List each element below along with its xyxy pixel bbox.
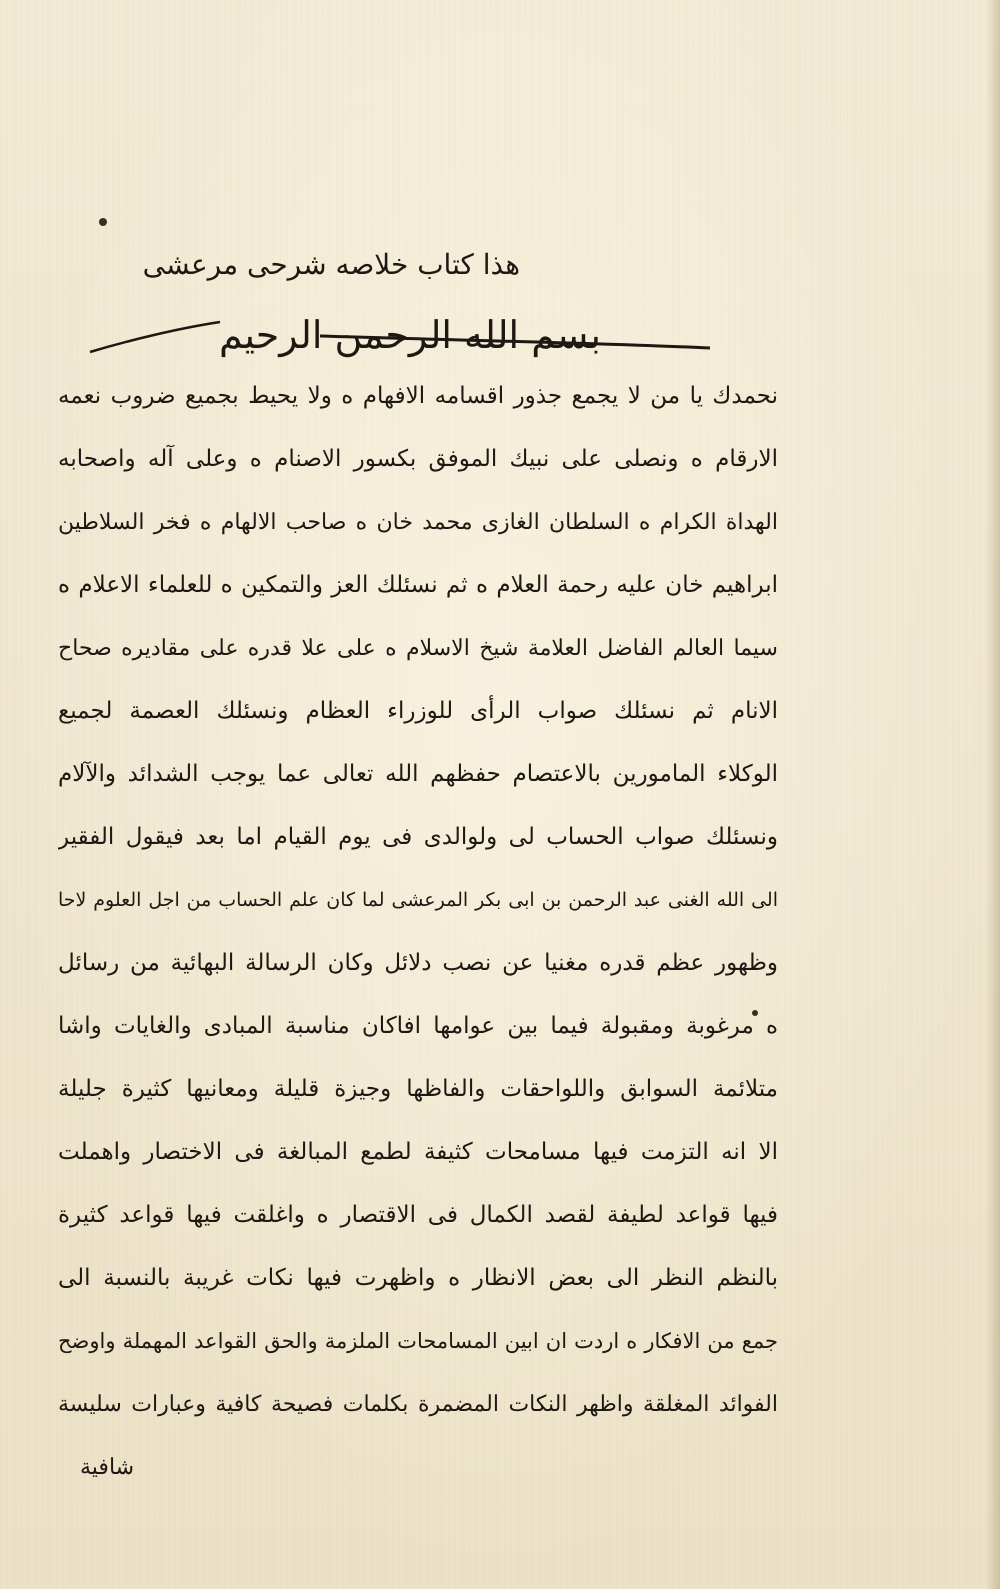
text-line: فيها قواعد لطيفة لقصد الكمال فى الاقتصار ه واغلقت فيها قواعد كثيرة bbox=[58, 1202, 778, 1228]
text-line: ونسئلك صواب الحساب لى ولوالدى فى يوم القيام اما بعد فيقول الفقير bbox=[58, 824, 778, 850]
text-line: الوكلاء المامورين بالاعتصام حفظهم الله تعالى عما يوجب الشدائد والآلام bbox=[58, 761, 778, 787]
text-line: متلائمة السوابق واللواحقات والفاظها وجيزة قليلة ومعانيها كثيرة جليلة bbox=[58, 1076, 778, 1102]
book-title: هذا كتاب خلاصه شرحى مرعشى bbox=[142, 248, 520, 281]
text-line: الفوائد المغلقة واظهر النكات المضمرة بكلمات فصيحة كافية وعبارات سليسة bbox=[58, 1392, 778, 1417]
text-line: بالنظم النظر الى بعض الانظار ه واظهرت فيها نكات غريبة بالنسبة الى bbox=[58, 1265, 778, 1291]
text-line: وظهور عظم قدره مغنيا عن نصب دلائل وكان الرسالة البهائية من رسائل bbox=[58, 950, 778, 976]
basmala-text: بسم الله الرحمن الرحيم bbox=[219, 313, 601, 357]
text-line: سيما العالم الفاضل العلامة شيخ الاسلام ه على علا قدره على مقاديره صحاح bbox=[58, 636, 778, 661]
ink-spot bbox=[99, 218, 107, 226]
text-line: الانام ثم نسئلك صواب الرأى للوزراء العظام ونسئلك العصمة لجميع bbox=[58, 698, 778, 724]
catchword: شافية bbox=[80, 1455, 135, 1480]
text-line: ابراهيم خان عليه رحمة العلام ه ثم نسئلك العز والتمكين ه للعلماء الاعلام ه bbox=[58, 572, 778, 598]
text-line: الا انه التزمت فيها مسامحات كثيفة لطمع المبالغة فى الاختصار واهملت bbox=[58, 1139, 778, 1165]
text-line: الهداة الكرام ه السلطان الغازى محمد خان ه صاحب الالهام ه فخر السلاطين bbox=[58, 510, 778, 535]
manuscript-text-block bbox=[58, 365, 778, 1425]
text-line: ه مرغوبة ومقبولة فيما بين عوامها افاكان مناسبة المبادى والغايات واشا bbox=[58, 1013, 778, 1039]
basmala-header bbox=[70, 300, 750, 370]
page-edge-shadow bbox=[986, 0, 1000, 1589]
text-line: الى الله الغنى عبد الرحمن بن ابى بكر المرعشى لما كان علم الحساب من اجل العلوم لاحا bbox=[58, 889, 778, 911]
text-line: جمع من الافكار ه اردت ان ابين المسامحات الملزمة والحق القواعد المهملة واوضح bbox=[58, 1329, 778, 1353]
text-line: الارقام ه ونصلى على نبيك الموفق بكسور الاصنام ه وعلى آله واصحابه bbox=[58, 446, 778, 472]
text-line: نحمدك يا من لا يجمع جذور اقسامه الافهام ه ولا يحيط بجميع ضروب نعمه bbox=[58, 383, 778, 409]
